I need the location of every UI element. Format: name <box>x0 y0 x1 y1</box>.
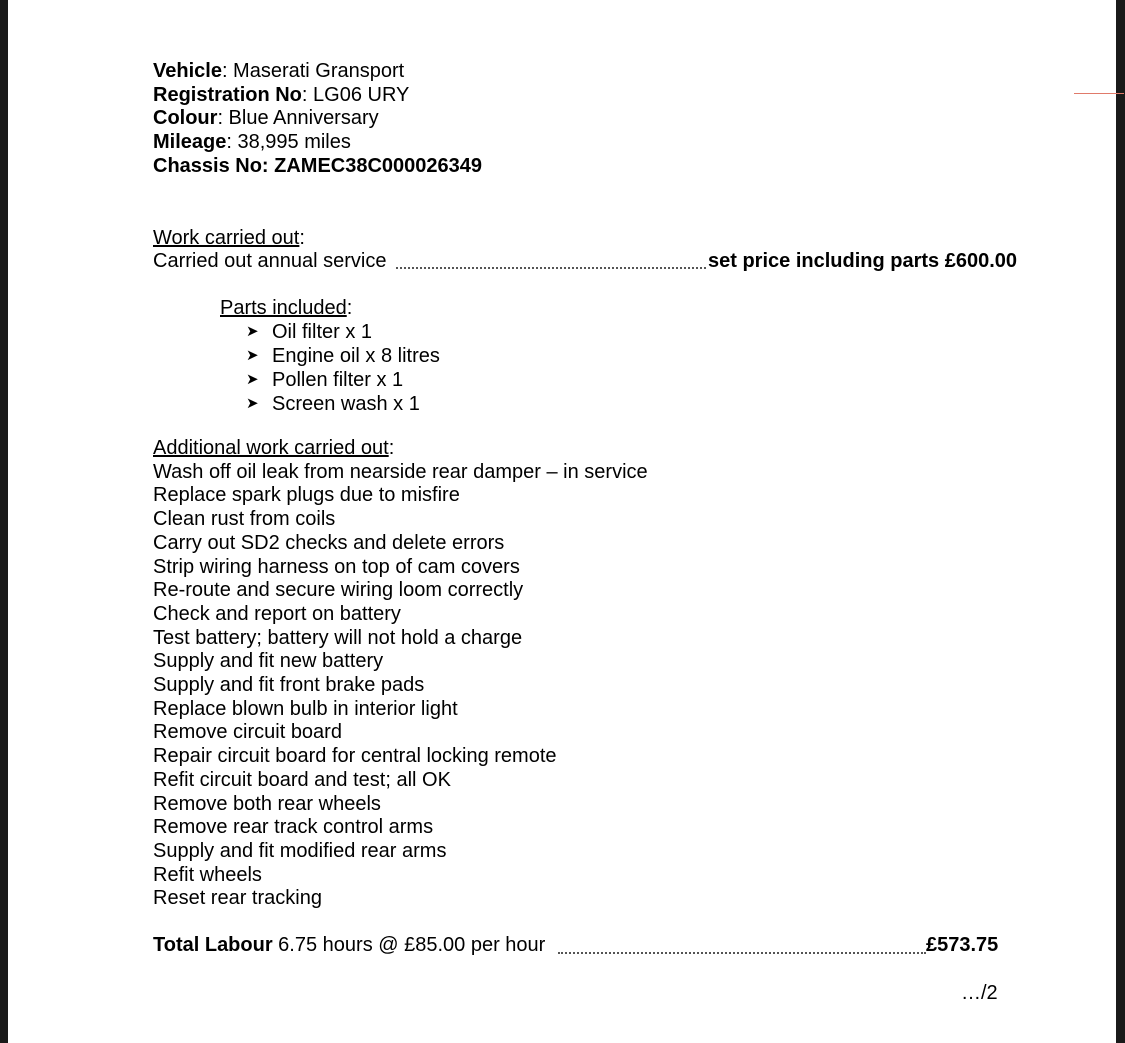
list-item: Strip wiring harness on top of cam covers <box>153 555 520 578</box>
colour-row <box>153 107 482 131</box>
list-item: Test battery; battery will not hold a charge <box>153 626 523 649</box>
margin-mark <box>1074 93 1124 94</box>
list-item: Refit wheels <box>153 863 262 886</box>
part-text: Engine oil x 8 litres <box>272 345 440 367</box>
work-heading-text: Work carried out <box>153 227 300 249</box>
list-item: Remove rear track control arms <box>153 816 434 839</box>
list-item: Wash off oil leak from nearside rear damper – in service <box>153 460 648 483</box>
part-text: Screen wash x 1 <box>272 393 420 415</box>
colour-label: Colour <box>153 107 218 130</box>
list-item <box>246 344 440 368</box>
parts-heading-colon: : <box>346 297 353 319</box>
list-item: Supply and fit front brake pads <box>153 674 425 697</box>
mileage-value: : 38,995 miles <box>226 131 351 154</box>
page-continuation-marker: …/2 <box>961 982 998 1004</box>
arrow-bullet-icon: ➤ <box>246 371 259 388</box>
additional-heading-colon: : <box>388 437 395 459</box>
vehicle-value: : Maserati Gransport <box>221 60 405 82</box>
list-item: Check and report on battery <box>153 602 401 625</box>
work-price: set price including parts £600.00 <box>708 250 1018 272</box>
registration-row <box>153 84 482 108</box>
list-item: Refit circuit board and test; all OK <box>153 768 451 791</box>
labour-leader-dots <box>558 950 926 954</box>
additional-heading-text: Additional work carried out <box>153 437 389 459</box>
list-item: Supply and fit new battery <box>153 650 384 673</box>
list-item: Remove both rear wheels <box>153 792 381 815</box>
vehicle-label: Vehicle <box>153 60 222 82</box>
list-item: Replace spark plugs due to misfire <box>153 484 460 507</box>
parts-heading-text: Parts included <box>220 297 347 319</box>
list-item: Repair circuit board for central locking remote <box>153 745 557 768</box>
chassis-row: Chassis No: ZAMEC38C000026349 <box>153 154 483 177</box>
mileage-row <box>153 131 482 155</box>
list-item: Clean rust from coils <box>153 508 336 531</box>
part-text: Oil filter x 1 <box>272 321 373 343</box>
part-text: Pollen filter x 1 <box>272 369 404 391</box>
parts-heading <box>220 296 440 320</box>
labour-line <box>153 933 545 957</box>
list-item <box>246 392 440 416</box>
vehicle-row <box>153 60 482 84</box>
list-item <box>246 368 440 392</box>
parts-list <box>220 320 440 416</box>
arrow-bullet-icon: ➤ <box>246 347 259 364</box>
work-heading <box>153 226 305 250</box>
document-page <box>8 0 1116 1043</box>
additional-work <box>153 437 648 911</box>
parts-included <box>220 296 440 416</box>
arrow-bullet-icon: ➤ <box>246 323 259 340</box>
arrow-bullet-icon: ➤ <box>246 395 259 412</box>
mileage-label: Mileage <box>153 131 227 154</box>
list-item <box>246 320 440 344</box>
registration-label: Registration No <box>153 83 302 106</box>
labour-total: £573.75 <box>926 934 999 956</box>
list-item: Replace blown bulb in interior light <box>153 697 458 720</box>
list-item: Remove circuit board <box>153 721 342 744</box>
work-heading-colon: : <box>299 227 305 249</box>
work-line: Carried out annual service <box>153 250 387 272</box>
registration-value: : LG06 URY <box>301 83 410 106</box>
list-item: Carry out SD2 checks and delete errors <box>153 531 505 554</box>
colour-value: : Blue Anniversary <box>217 107 379 130</box>
list-item: Re-route and secure wiring loom correctly <box>153 579 524 602</box>
list-item: Supply and fit modified rear arms <box>153 839 447 862</box>
labour-label: Total Labour <box>153 934 273 956</box>
additional-heading <box>153 437 648 461</box>
list-item: Reset rear tracking <box>153 887 322 910</box>
labour-detail: 6.75 hours @ £85.00 per hour <box>272 934 546 956</box>
work-leader-dots <box>396 265 706 269</box>
vehicle-details <box>153 60 482 179</box>
